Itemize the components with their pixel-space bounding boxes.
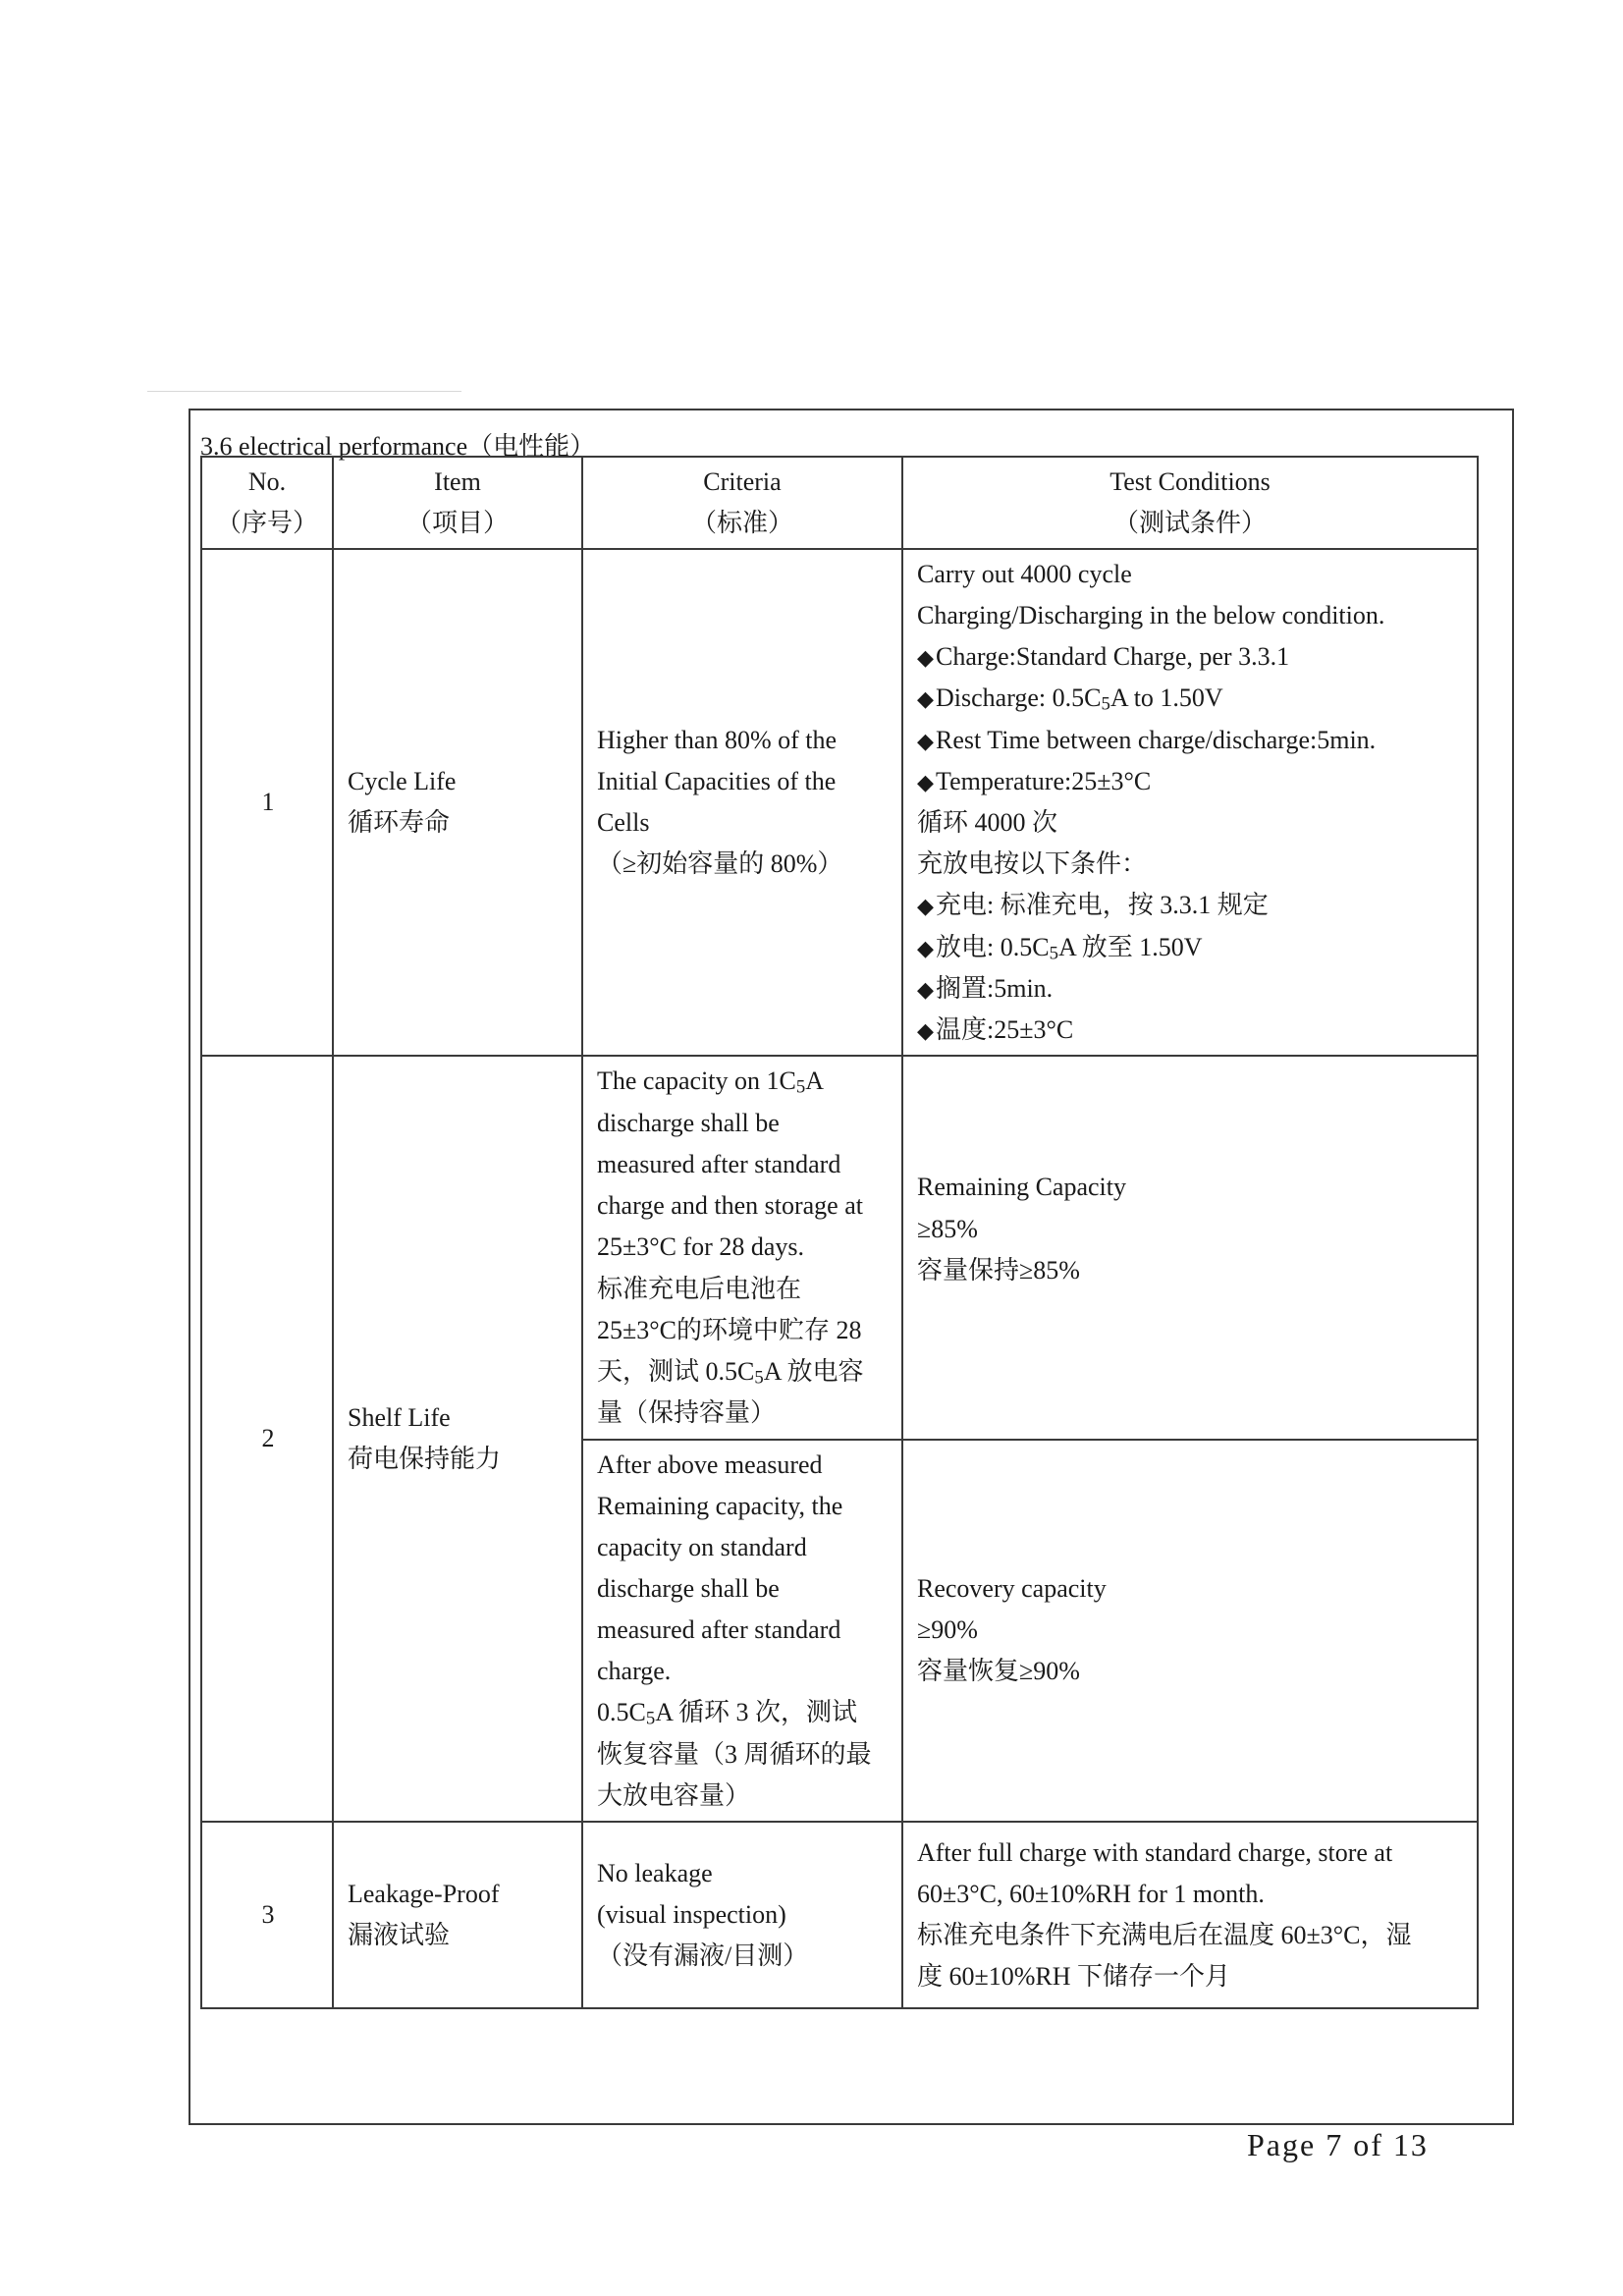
conditions-cell: [902, 1440, 1478, 1823]
header-test-conditions-zh: （测试条件）: [1112, 509, 1267, 537]
criteria-line: capacity on standard: [597, 1532, 807, 1561]
condition-text: Charging/Discharging in the below condition.: [917, 601, 1385, 630]
item-name-zh: 循环寿命: [348, 808, 451, 838]
criteria-line: charge and then storage at: [597, 1191, 863, 1221]
criteria-text: A 循环 3 次，测试: [655, 1698, 858, 1727]
diamond-bullet-icon: ◆: [917, 770, 934, 795]
condition-line: [917, 595, 1465, 636]
item-name-zh: 荷电保持能力: [348, 1445, 502, 1474]
header-criteria-zh: （标准）: [690, 509, 793, 537]
criteria-line: measured after standard: [597, 1150, 841, 1179]
header-test-conditions: [902, 457, 1478, 549]
conditions-cell: [902, 1822, 1478, 2008]
condition-line: [917, 554, 1465, 595]
condition-line: 标准充电条件下充满电后在温度 60±3°C，湿: [917, 1921, 1412, 1950]
diamond-bullet-icon: ◆: [917, 686, 934, 712]
criteria-line: discharge shall be: [597, 1573, 780, 1603]
criteria-text: 天，测试 0.5C: [597, 1356, 755, 1386]
header-test-conditions-en: Test Conditions: [1109, 466, 1271, 496]
condition-text: 充放电按以下条件：: [917, 849, 1148, 879]
condition-line: [917, 844, 1465, 885]
item-cell: [333, 549, 582, 1056]
condition-line: [917, 968, 1465, 1010]
header-criteria-en: Criteria: [703, 466, 782, 496]
condition-text: Temperature:25±3°C: [936, 767, 1152, 796]
criteria-line: No leakage: [597, 1858, 713, 1887]
condition-line: [917, 1010, 1465, 1051]
item-cell: [333, 1056, 582, 1822]
criteria-line: [597, 1061, 890, 1103]
condition-line: [917, 636, 1465, 678]
condition-line: ≥90%: [917, 1615, 978, 1645]
criteria-text: 0.5C: [597, 1698, 646, 1727]
criteria-line: 标准充电后电池在: [597, 1274, 802, 1303]
condition-line: ≥85%: [917, 1214, 978, 1243]
condition-line: Remaining Capacity: [917, 1173, 1127, 1202]
criteria-cell: [582, 1056, 902, 1439]
criteria-cell: [582, 1440, 902, 1823]
condition-line: [917, 802, 1465, 844]
condition-text: Carry out 4000 cycle: [917, 560, 1132, 588]
condition-text: A 放至 1.50V: [1057, 932, 1203, 961]
criteria-line: 量（保持容量）: [597, 1398, 777, 1428]
table-header-row: [201, 457, 1478, 549]
condition-text: Rest Time between charge/discharge:5min.: [936, 726, 1377, 754]
subscript: 5: [754, 1367, 764, 1389]
criteria-line: Remaining capacity, the: [597, 1491, 843, 1520]
criteria-line: （没有漏液/目测）: [597, 1941, 809, 1971]
criteria-line: discharge shall be: [597, 1109, 780, 1138]
table-row-leakage-proof: [201, 1822, 1478, 2008]
criteria-text: A: [805, 1066, 825, 1096]
diamond-bullet-icon: ◆: [917, 729, 934, 753]
condition-line: 度 60±10%RH 下储存一个月: [917, 1962, 1231, 1992]
section-title: 3.6 electrical performance（电性能）: [200, 432, 596, 461]
header-item-en: Item: [434, 466, 481, 496]
diamond-bullet-icon: ◆: [917, 1018, 934, 1044]
condition-line: Recovery capacity: [917, 1574, 1107, 1604]
diamond-bullet-icon: ◆: [917, 935, 934, 960]
criteria-line: （≥初始容量的 80%）: [597, 849, 843, 879]
criteria-text: A 放电容: [763, 1356, 864, 1386]
criteria-line: charge.: [597, 1657, 672, 1686]
criteria-line: 25±3°C的环境中贮存 28: [597, 1315, 862, 1344]
criteria-line: 25±3°C for 28 days.: [597, 1232, 804, 1262]
criteria-line: After above measured: [597, 1449, 823, 1479]
condition-text: Charge:Standard Charge, per 3.3.1: [936, 642, 1290, 672]
criteria-cell: [582, 549, 902, 1056]
condition-text: 搁置:5min.: [936, 974, 1054, 1004]
header-no: [201, 457, 333, 549]
conditions-cell: [902, 1056, 1478, 1439]
diamond-bullet-icon: ◆: [917, 645, 934, 671]
diamond-bullet-icon: ◆: [917, 894, 934, 919]
header-no-zh: （序号）: [215, 509, 318, 537]
table-row-shelf-life-remaining: [201, 1056, 1478, 1439]
subscript: 5: [1049, 942, 1058, 963]
condition-line: [917, 720, 1465, 761]
item-cell: [333, 1822, 582, 2008]
condition-text: 放电: 0.5C: [936, 932, 1050, 961]
subscript: 5: [645, 1708, 656, 1729]
top-rule: [147, 391, 461, 392]
condition-line: After full charge with standard charge, store at: [917, 1837, 1393, 1867]
electrical-performance-table: [200, 456, 1479, 2009]
page-number: Page 7 of 13: [1247, 2127, 1429, 2162]
condition-line: [917, 761, 1465, 802]
item-name-en: Shelf Life: [348, 1403, 451, 1433]
condition-text: Discharge: 0.5C: [936, 683, 1102, 713]
header-item: [333, 457, 582, 549]
criteria-line: [597, 1692, 890, 1734]
row-number: 2: [201, 1056, 333, 1822]
subscript: 5: [795, 1076, 806, 1098]
item-name-en: Cycle Life: [348, 767, 457, 796]
criteria-text: The capacity on 1C: [597, 1066, 796, 1096]
diamond-bullet-icon: ◆: [917, 977, 934, 1003]
header-no-en: No.: [247, 466, 287, 496]
conditions-cell: [902, 549, 1478, 1056]
header-criteria: [582, 457, 902, 549]
condition-text: 温度:25±3°C: [936, 1015, 1074, 1045]
condition-line: 容量保持≥85%: [917, 1255, 1080, 1285]
table-row-cycle-life: [201, 549, 1478, 1056]
criteria-line: [597, 1351, 890, 1394]
item-name-en: Leakage-Proof: [348, 1879, 500, 1908]
condition-text: 循环 4000 次: [917, 808, 1058, 838]
subscript: 5: [1101, 693, 1110, 715]
criteria-line: Higher than 80% of the: [597, 726, 838, 754]
criteria-cell: [582, 1822, 902, 2008]
row-number: 3: [201, 1822, 333, 2008]
condition-line: [917, 927, 1465, 969]
criteria-line: 大放电容量）: [597, 1780, 751, 1810]
criteria-line: measured after standard: [597, 1614, 841, 1644]
item-name-zh: 漏液试验: [348, 1921, 451, 1950]
condition-line: [917, 678, 1465, 720]
header-item-zh: （项目）: [406, 509, 509, 537]
condition-line: [917, 885, 1465, 926]
criteria-line: Initial Capacities of the: [597, 767, 837, 796]
condition-text: A to 1.50V: [1109, 683, 1223, 713]
row-number: 1: [201, 549, 333, 1056]
condition-text: 充电: 标准充电，按 3.3.1 规定: [936, 891, 1269, 920]
criteria-line: (visual inspection): [597, 1900, 786, 1930]
criteria-line: Cells: [597, 808, 650, 838]
criteria-line: 恢复容量（3 周循环的最: [597, 1739, 872, 1769]
condition-line: 60±3°C, 60±10%RH for 1 month.: [917, 1879, 1265, 1908]
condition-line: 容量恢复≥90%: [917, 1657, 1080, 1686]
